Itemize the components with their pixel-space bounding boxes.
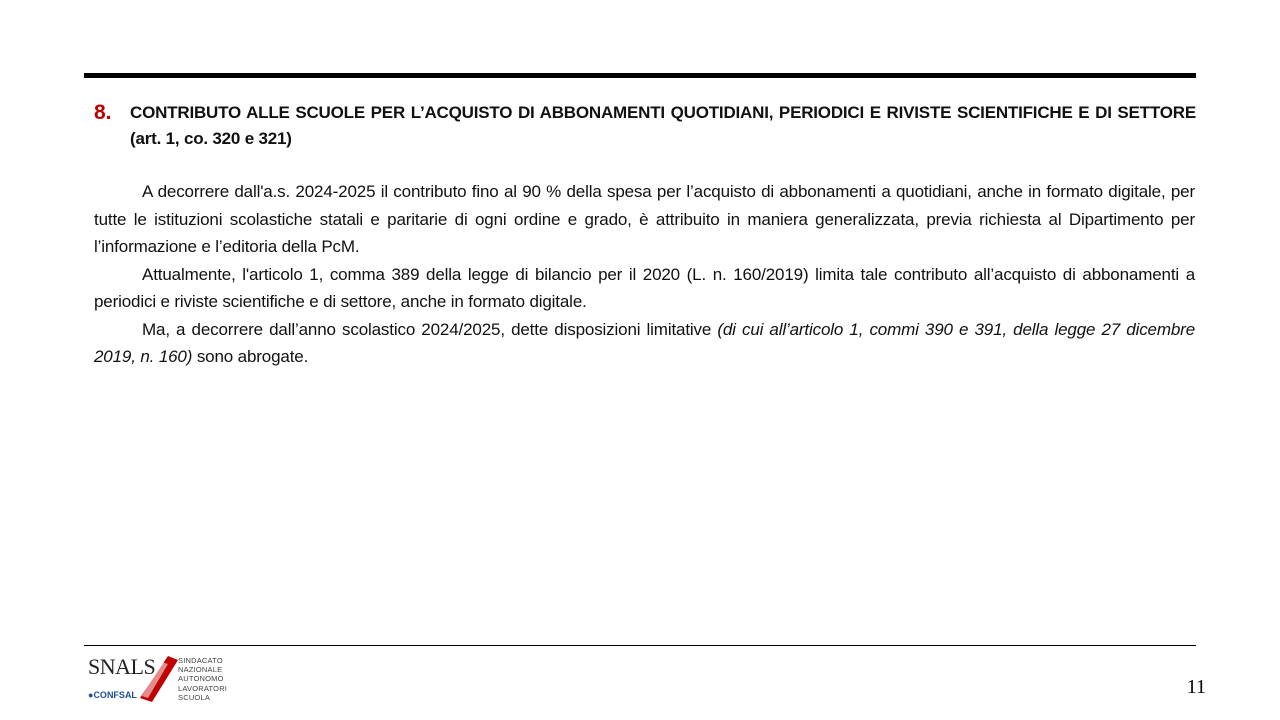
paragraph-3-start: Ma, a decorrere dall’anno scolastico 2024/2025, dette disposizioni limitative <box>142 319 718 339</box>
paragraph-2: Attualmente, l'articolo 1, comma 389 della legge di bilancio per il 2020 (L. n. 160/2019) limita tale contributo all’acquisto di abbonamenti a periodici e riviste scientifiche e di settore, anche in formato digitale. <box>94 264 1195 311</box>
section-number: 8. <box>94 101 112 124</box>
page-number: 11 <box>1186 676 1206 698</box>
logo-slash-icon <box>138 656 180 704</box>
paragraph-3-end: sono abrogate. <box>192 347 309 366</box>
logo-wordmark: SNALS <box>88 654 156 679</box>
section-heading <box>94 100 1196 152</box>
paragraph-3 <box>94 316 1195 371</box>
paragraph-1: A decorrere dall'a.s. 2024-2025 il contributo fino al 90 % della spesa per l’acquisto di abbonamenti a quotidiani, anche in formato digitale, per tutte le istituzioni scolastiche statali e paritarie di ogni ordine e grado, è attribuito in maniera generalizzata, previa richiesta al Dipartimento per l’informazione e l’editoria della PcM. <box>94 182 1195 256</box>
logo-word: LAVORATORI <box>178 683 228 693</box>
confsal-dot-icon: ● <box>88 690 94 700</box>
snals-logo <box>86 654 236 704</box>
logo-word: SINDACATO <box>178 656 223 665</box>
logo-confsal-text: CONFSAL <box>93 690 137 700</box>
body-text <box>94 178 1195 371</box>
logo-word: AUTONOMO <box>178 674 224 684</box>
bottom-divider <box>84 645 1196 646</box>
logo-word: SCUOLA <box>178 692 211 702</box>
logo-word: NAZIONALE <box>178 665 223 675</box>
paragraph-3-citation: (di cui all’articolo 1, commi 390 e 391, della legge 27 dicembre 2019, n. 160) <box>94 319 1195 366</box>
top-divider <box>84 73 1196 78</box>
logo-words <box>178 656 227 702</box>
section-title: CONTRIBUTO ALLE SCUOLE PER L’ACQUISTO DI ABBONAMENTI QUOTIDIANI, PERIODICI E RIVISTE SCIENTIFICHE E DI SETTORE (art. 1, co. 320 e 321) <box>130 103 1196 148</box>
logo-confsal <box>88 690 137 700</box>
